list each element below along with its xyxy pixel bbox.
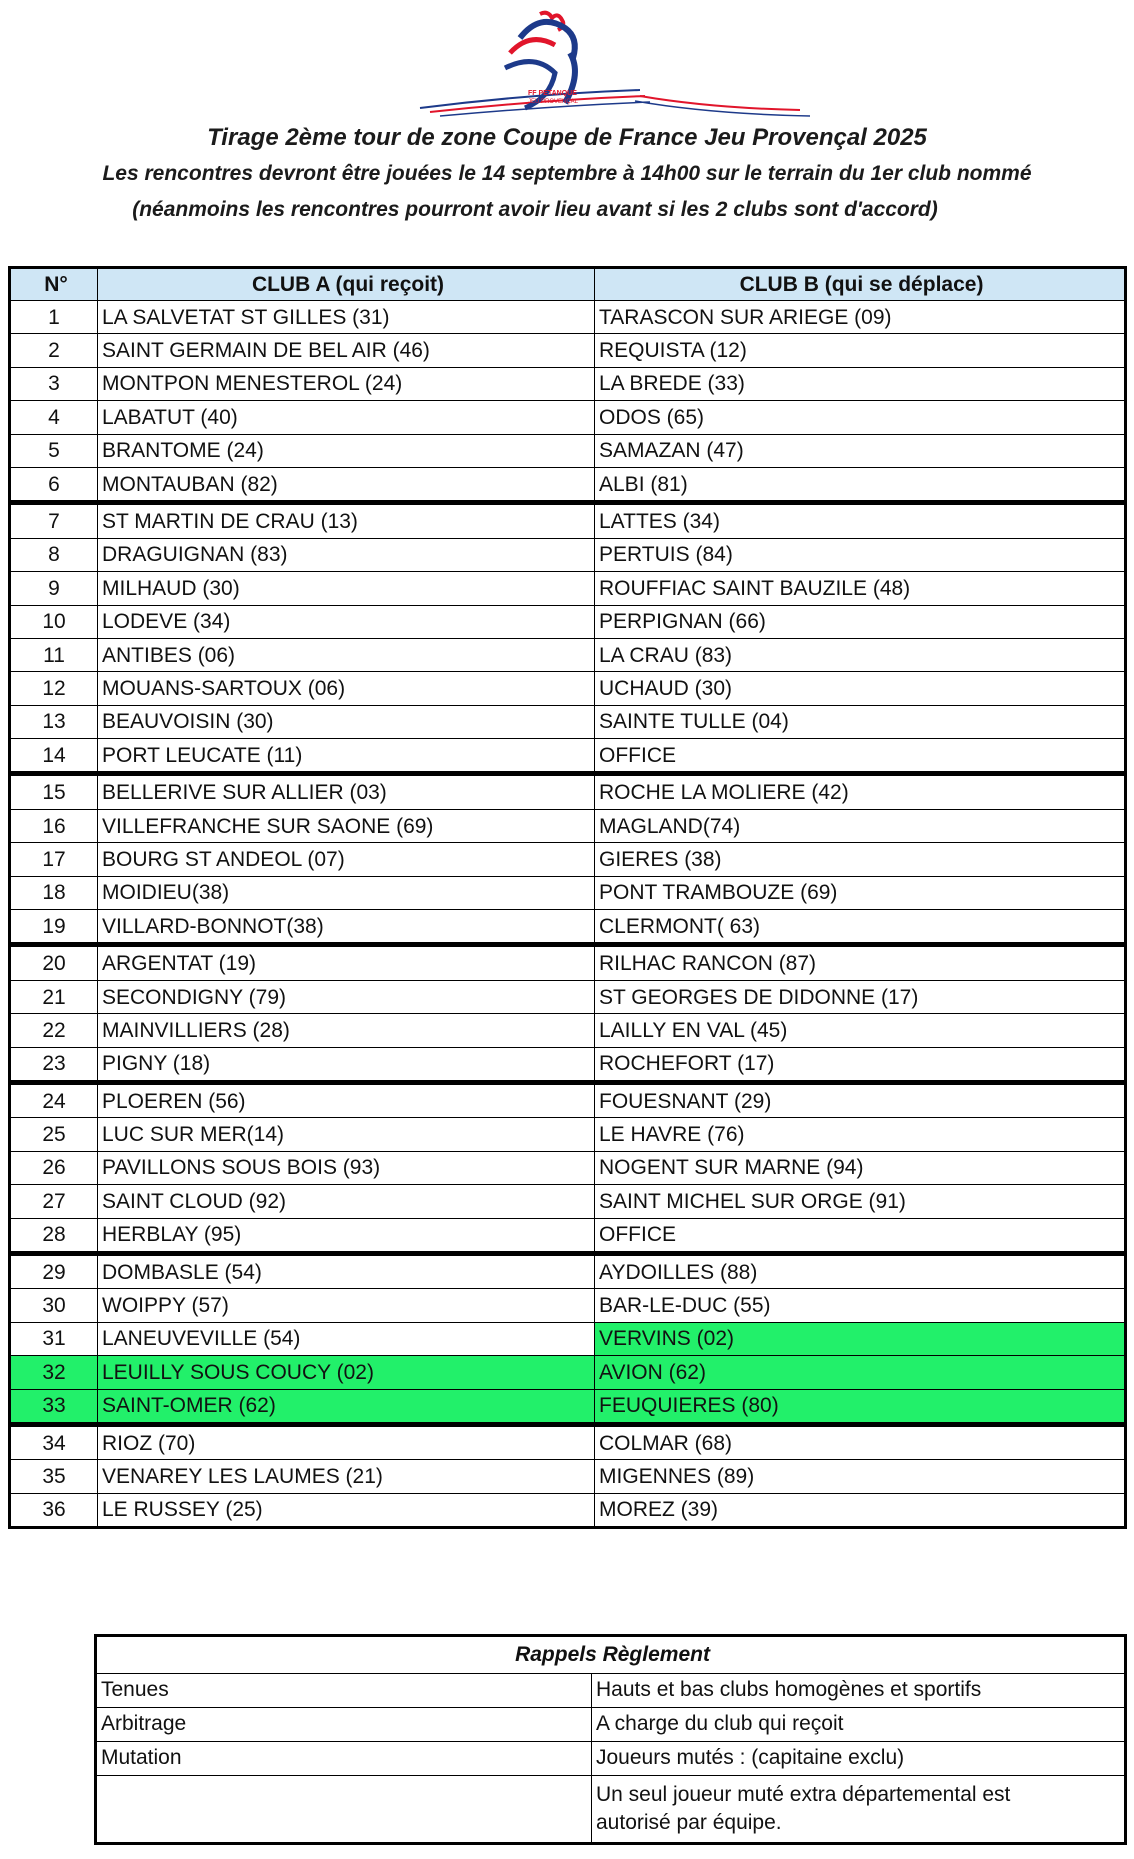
club-b-cell: LE HAVRE (76): [595, 1118, 1126, 1151]
table-row: [10, 1289, 1126, 1322]
club-b-cell: LA BREDE (33): [595, 367, 1126, 400]
club-b-cell: AYDOILLES (88): [595, 1253, 1126, 1288]
table-row: [10, 1322, 1126, 1355]
page-note: (néanmoins les rencontres pourront avoir lieu avant si les 2 clubs sont d'accord): [132, 198, 938, 221]
table-row: [10, 980, 1126, 1013]
club-b-cell: PERTUIS (84): [595, 538, 1126, 571]
club-b-cell: TARASCON SUR ARIEGE (09): [595, 301, 1126, 334]
club-a-cell: SAINT GERMAIN DE BEL AIR (46): [98, 334, 595, 367]
row-number: 27: [10, 1185, 98, 1218]
club-a-cell: HERBLAY (95): [98, 1218, 595, 1253]
table-row: [10, 434, 1126, 467]
ff-petanque-logo: [410, 8, 910, 123]
club-a-cell: SECONDIGNY (79): [98, 980, 595, 1013]
club-a-cell: MONTPON MENESTEROL (24): [98, 367, 595, 400]
logo-text-1: FF PETANQUE: [528, 90, 577, 97]
row-number: 3: [10, 367, 98, 400]
rules-label: Arbitrage: [96, 1708, 592, 1742]
table-row: [10, 605, 1126, 638]
table-row: [10, 1389, 1126, 1424]
rules-value: Un seul joueur muté extra départemental est autorisé par équipe.: [592, 1776, 1126, 1844]
club-a-cell: MOIDIEU(38): [98, 876, 595, 909]
row-number: 11: [10, 638, 98, 671]
table-row: [10, 367, 1126, 400]
club-b-cell: VERVINS (02): [595, 1322, 1126, 1355]
club-b-cell: CLERMONT( 63): [595, 910, 1126, 945]
row-number: 25: [10, 1118, 98, 1151]
club-a-cell: PAVILLONS SOUS BOIS (93): [98, 1151, 595, 1184]
table-row: [10, 705, 1126, 738]
club-b-cell: LATTES (34): [595, 503, 1126, 538]
table-row: [10, 301, 1126, 334]
club-b-cell: PERPIGNAN (66): [595, 605, 1126, 638]
row-number: 28: [10, 1218, 98, 1253]
row-number: 17: [10, 843, 98, 876]
club-b-cell: LA CRAU (83): [595, 638, 1126, 671]
table-row: [10, 876, 1126, 909]
club-b-cell: FEUQUIERES (80): [595, 1389, 1126, 1424]
club-a-cell: SAINT-OMER (62): [98, 1389, 595, 1424]
table-row: [10, 945, 1126, 980]
club-b-cell: UCHAUD (30): [595, 672, 1126, 705]
club-a-cell: ANTIBES (06): [98, 638, 595, 671]
row-number: 23: [10, 1047, 98, 1082]
club-b-cell: SAINT MICHEL SUR ORGE (91): [595, 1185, 1126, 1218]
col-header-number: N°: [10, 268, 98, 301]
table-row: [10, 1253, 1126, 1288]
club-a-cell: DRAGUIGNAN (83): [98, 538, 595, 571]
club-b-cell: ODOS (65): [595, 401, 1126, 434]
logo-text-2: JEU PROVENÇAL: [528, 99, 579, 105]
rules-row: [96, 1776, 1126, 1844]
club-b-cell: LAILLY EN VAL (45): [595, 1014, 1126, 1047]
club-a-cell: RIOZ (70): [98, 1424, 595, 1459]
row-number: 6: [10, 467, 98, 502]
club-a-cell: ST MARTIN DE CRAU (13): [98, 503, 595, 538]
club-a-cell: DOMBASLE (54): [98, 1253, 595, 1288]
club-a-cell: WOIPPY (57): [98, 1289, 595, 1322]
table-row: [10, 572, 1126, 605]
table-row: [10, 467, 1126, 502]
row-number: 14: [10, 739, 98, 774]
club-b-cell: SAMAZAN (47): [595, 434, 1126, 467]
table-row: [10, 1356, 1126, 1389]
club-b-cell: PONT TRAMBOUZE (69): [595, 876, 1126, 909]
club-b-cell: FOUESNANT (29): [595, 1082, 1126, 1117]
club-a-cell: VENAREY LES LAUMES (21): [98, 1460, 595, 1493]
table-row: [10, 910, 1126, 945]
club-a-cell: LANEUVEVILLE (54): [98, 1322, 595, 1355]
table-row: [10, 1014, 1126, 1047]
rules-row: [96, 1674, 1126, 1708]
col-header-club-b: CLUB B (qui se déplace): [595, 268, 1126, 301]
row-number: 16: [10, 809, 98, 842]
row-number: 20: [10, 945, 98, 980]
rules-label: Tenues: [96, 1674, 592, 1708]
club-a-cell: PIGNY (18): [98, 1047, 595, 1082]
club-a-cell: LODEVE (34): [98, 605, 595, 638]
table-row: [10, 774, 1126, 809]
row-number: 33: [10, 1389, 98, 1424]
table-row: [10, 843, 1126, 876]
table-row: [10, 638, 1126, 671]
club-a-cell: BRANTOME (24): [98, 434, 595, 467]
club-b-cell: NOGENT SUR MARNE (94): [595, 1151, 1126, 1184]
table-row: [10, 1424, 1126, 1459]
club-a-cell: LA SALVETAT ST GILLES (31): [98, 301, 595, 334]
club-a-cell: VILLEFRANCHE SUR SAONE (69): [98, 809, 595, 842]
row-number: 29: [10, 1253, 98, 1288]
row-number: 4: [10, 401, 98, 434]
club-b-cell: ROUFFIAC SAINT BAUZILE (48): [595, 572, 1126, 605]
rules-label: Mutation: [96, 1742, 592, 1776]
table-row: [10, 1218, 1126, 1253]
row-number: 32: [10, 1356, 98, 1389]
table-row: [10, 1151, 1126, 1184]
row-number: 36: [10, 1493, 98, 1527]
rules-row: [96, 1708, 1126, 1742]
rules-value: Joueurs mutés : (capitaine exclu): [592, 1742, 1126, 1776]
table-row: [10, 1460, 1126, 1493]
club-b-cell: ALBI (81): [595, 467, 1126, 502]
rules-title: Rappels Règlement: [96, 1636, 1126, 1674]
row-number: 10: [10, 605, 98, 638]
row-number: 12: [10, 672, 98, 705]
row-number: 8: [10, 538, 98, 571]
club-a-cell: LE RUSSEY (25): [98, 1493, 595, 1527]
club-b-cell: AVION (62): [595, 1356, 1126, 1389]
table-row: [10, 503, 1126, 538]
club-a-cell: LEUILLY SOUS COUCY (02): [98, 1356, 595, 1389]
club-a-cell: PORT LEUCATE (11): [98, 739, 595, 774]
club-b-cell: OFFICE: [595, 1218, 1126, 1253]
table-row: [10, 1047, 1126, 1082]
club-a-cell: BOURG ST ANDEOL (07): [98, 843, 595, 876]
table-row: [10, 809, 1126, 842]
club-a-cell: BEAUVOISIN (30): [98, 705, 595, 738]
club-b-cell: SAINTE TULLE (04): [595, 705, 1126, 738]
row-number: 13: [10, 705, 98, 738]
rules-value: A charge du club qui reçoit: [592, 1708, 1126, 1742]
club-a-cell: BELLERIVE SUR ALLIER (03): [98, 774, 595, 809]
club-a-cell: MILHAUD (30): [98, 572, 595, 605]
club-a-cell: PLOEREN (56): [98, 1082, 595, 1117]
draw-table: [8, 266, 1127, 1529]
club-a-cell: SAINT CLOUD (92): [98, 1185, 595, 1218]
row-number: 19: [10, 910, 98, 945]
table-row: [10, 1082, 1126, 1117]
club-b-cell: ROCHE LA MOLIERE (42): [595, 774, 1126, 809]
club-a-cell: MOUANS-SARTOUX (06): [98, 672, 595, 705]
row-number: 7: [10, 503, 98, 538]
draw-table-header: [10, 268, 1126, 301]
club-a-cell: MONTAUBAN (82): [98, 467, 595, 502]
rules-value: Hauts et bas clubs homogènes et sportifs: [592, 1674, 1126, 1708]
table-row: [10, 672, 1126, 705]
club-b-cell: OFFICE: [595, 739, 1126, 774]
club-a-cell: MAINVILLIERS (28): [98, 1014, 595, 1047]
club-a-cell: VILLARD-BONNOT(38): [98, 910, 595, 945]
rules-table: [94, 1634, 1127, 1845]
page-title: Tirage 2ème tour de zone Coupe de France Jeu Provençal 2025: [207, 124, 927, 151]
rules-row: [96, 1742, 1126, 1776]
club-b-cell: ST GEORGES DE DIDONNE (17): [595, 980, 1126, 1013]
club-b-cell: COLMAR (68): [595, 1424, 1126, 1459]
row-number: 18: [10, 876, 98, 909]
row-number: 31: [10, 1322, 98, 1355]
rules-label: [96, 1776, 592, 1844]
row-number: 26: [10, 1151, 98, 1184]
page-subtitle: Les rencontres devront être jouées le 14 septembre à 14h00 sur le terrain du 1er club nommé: [102, 162, 1032, 185]
table-row: [10, 401, 1126, 434]
row-number: 22: [10, 1014, 98, 1047]
club-a-cell: LABATUT (40): [98, 401, 595, 434]
club-b-cell: BAR-LE-DUC (55): [595, 1289, 1126, 1322]
table-row: [10, 1185, 1126, 1218]
row-number: 21: [10, 980, 98, 1013]
row-number: 5: [10, 434, 98, 467]
club-a-cell: LUC SUR MER(14): [98, 1118, 595, 1151]
row-number: 1: [10, 301, 98, 334]
club-b-cell: RILHAC RANCON (87): [595, 945, 1126, 980]
table-row: [10, 538, 1126, 571]
col-header-club-a: CLUB A (qui reçoit): [98, 268, 595, 301]
table-row: [10, 334, 1126, 367]
club-a-cell: ARGENTAT (19): [98, 945, 595, 980]
row-number: 30: [10, 1289, 98, 1322]
club-b-cell: GIERES (38): [595, 843, 1126, 876]
row-number: 2: [10, 334, 98, 367]
row-number: 24: [10, 1082, 98, 1117]
table-row: [10, 1493, 1126, 1527]
table-row: [10, 739, 1126, 774]
club-b-cell: ROCHEFORT (17): [595, 1047, 1126, 1082]
row-number: 15: [10, 774, 98, 809]
club-b-cell: REQUISTA (12): [595, 334, 1126, 367]
row-number: 34: [10, 1424, 98, 1459]
club-b-cell: MAGLAND(74): [595, 809, 1126, 842]
table-row: [10, 1118, 1126, 1151]
club-b-cell: MIGENNES (89): [595, 1460, 1126, 1493]
row-number: 9: [10, 572, 98, 605]
row-number: 35: [10, 1460, 98, 1493]
club-b-cell: MOREZ (39): [595, 1493, 1126, 1527]
